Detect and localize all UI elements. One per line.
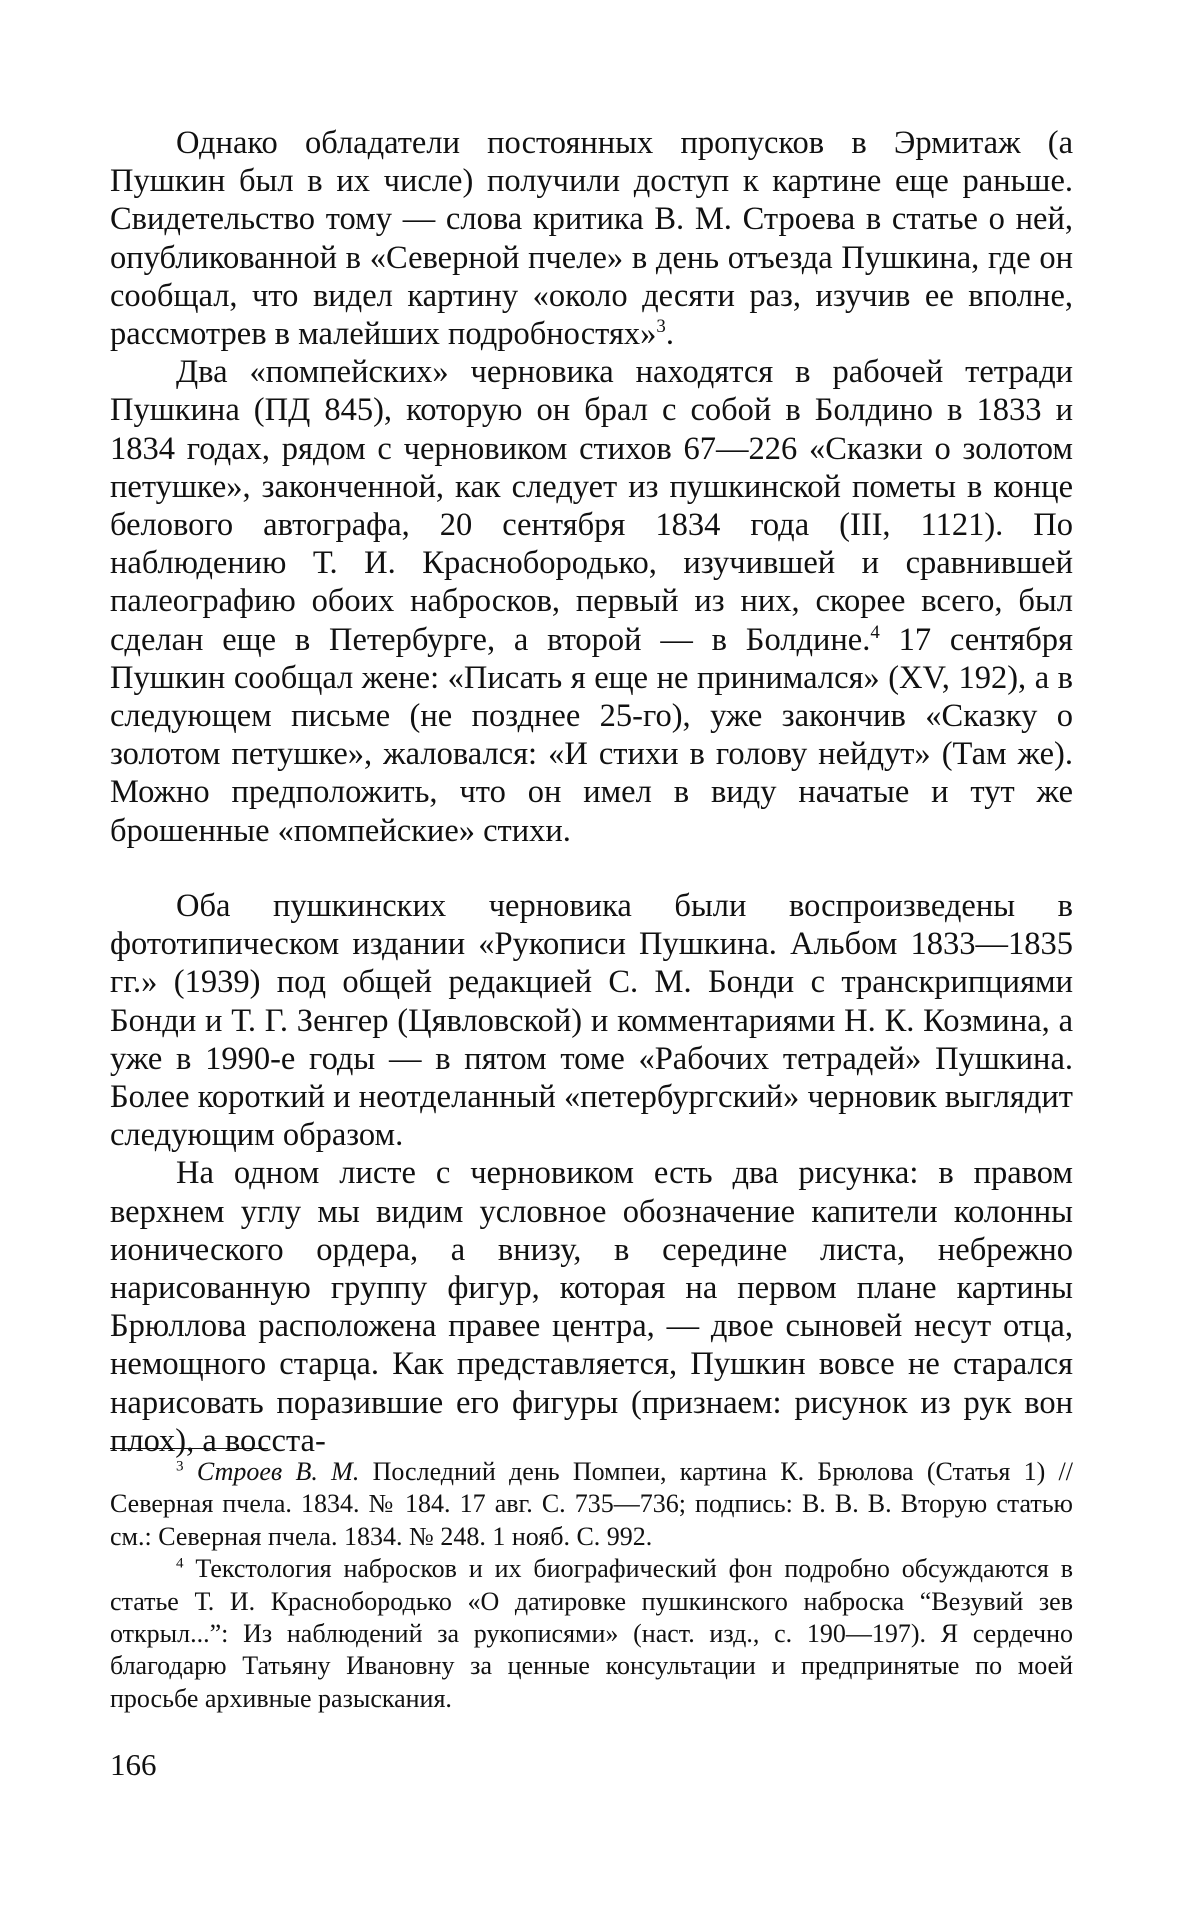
paragraph-text: Оба пушкинских черновика были воспроизведены в фототипическом издании «Рукописи Пушкина. Альбом 1833—1835 гг.» (1939) под общей редакцией С. М. Бонди с транскрипциями Бонди и Т. Г. Зенгер (Цявловской) и комментариями Н. К. Козмина, а уже в 1990-е годы — в пятом томе «Рабочих тетрадей» Пушкина. Более короткий и неотделанный «петербургский» черновик выглядит следующим образом.: [110, 888, 1073, 1154]
main-text-lower: [110, 887, 1073, 1460]
footnote-separator: [110, 1448, 268, 1449]
main-text-upper: [110, 124, 1073, 850]
paragraph-facsimile-edition: [110, 887, 1073, 1154]
paragraph-text: Два «помпейских» черновика находятся в рабочей тетради Пушкина (ПД 845), которую он брал с собой в Болдино в 1833 и 1834 годах, рядом с черновиком стихов 67—226 «Сказки о золотом петушке», законченной, как следует из пушкинской пометы в конце белового автографа, 20 сентября 1834 года (III, 1121). По наблюдению Т. И. Краснобородько, изучившей и сравнившей палеографию обоих набросков, первый из них, скорее всего, был сделан еще в Петербурге, а второй — в Болдине.: [110, 354, 1073, 658]
footnotes: [110, 1456, 1073, 1715]
footnote-3: [110, 1456, 1073, 1553]
footnote-text: Текстология набросков и их биографический фон подробно обсуждаются в статье Т. И. Краснобородько «О датировке пушкинского наброска “Везувий зев открыл...”: Из наблюдений за рукописями» (наст. изд., с. 190—197). Я сердечно благодарю Татьяну Ивановну за ценные консультации и предпринятые по моей просьбе архивные разыскания.: [110, 1554, 1073, 1713]
footnote-number: 4: [176, 1555, 184, 1572]
footnote-text: Последний день Помпеи, картина К. Брюлова (Статья 1) // Северная пчела. 1834. № 184. 17 авг. С. 735—736; подпись: В. В. В. Вторую статью см.: Северная пчела. 1834. № 248. 1 нояб. С. 992.: [110, 1457, 1073, 1551]
footnote-ref-4: 4: [870, 621, 880, 643]
paragraph-hermitage-passes: [110, 124, 1073, 353]
paragraph-drawings: [110, 1154, 1073, 1460]
paragraph-text: На одном листе с черновиком есть два рисунка: в правом верхнем углу мы видим условное обозначение капители колонны ионического ордера, а внизу, в середине листа, небрежно нарисованную группу фигур, которая на первом плане картины Брюллова расположена правее центра, — двое сыновей несут отца, немощного старца. Как представляется, Пушкин вовсе не старался нарисовать поразившие его фигуры (признаем: рисунок из рук вон плох), а восста-: [110, 1155, 1073, 1459]
footnote-number: 3: [176, 1458, 184, 1475]
page-number: 166: [110, 1747, 157, 1782]
paragraph-tail: .: [665, 316, 674, 353]
footnote-4: [110, 1553, 1073, 1715]
footnote-author: Строев В. М.: [196, 1457, 360, 1486]
paragraph-text: Однако обладатели постоянных пропусков в Эрмитаж (а Пушкин был в их числе) получили доступ к картине еще раньше. Свидетельство тому — слова критика В. М. Строева в статье о ней, опубликованной в «Северной пчеле» в день отъезда Пушкина, где он сообщал, что видел картину «около десяти раз, изучив ее вполне, рассмотрев в малейших подробностях»: [110, 125, 1073, 353]
footnote-ref-3: 3: [656, 316, 666, 338]
paragraph-pompeian-drafts: [110, 353, 1073, 850]
paragraph-tail: 17 сентября Пушкин сообщал жене: «Писать я еще не принимался» (XV, 192), а в следующем письме (не позднее 25-го), уже закончив «Сказку о золотом петушке», жаловался: «И стихи в голову нейдут» (Там же). Можно предположить, что он имел в виду начатые и тут же брошенные «помпейские» стихи.: [110, 621, 1073, 849]
